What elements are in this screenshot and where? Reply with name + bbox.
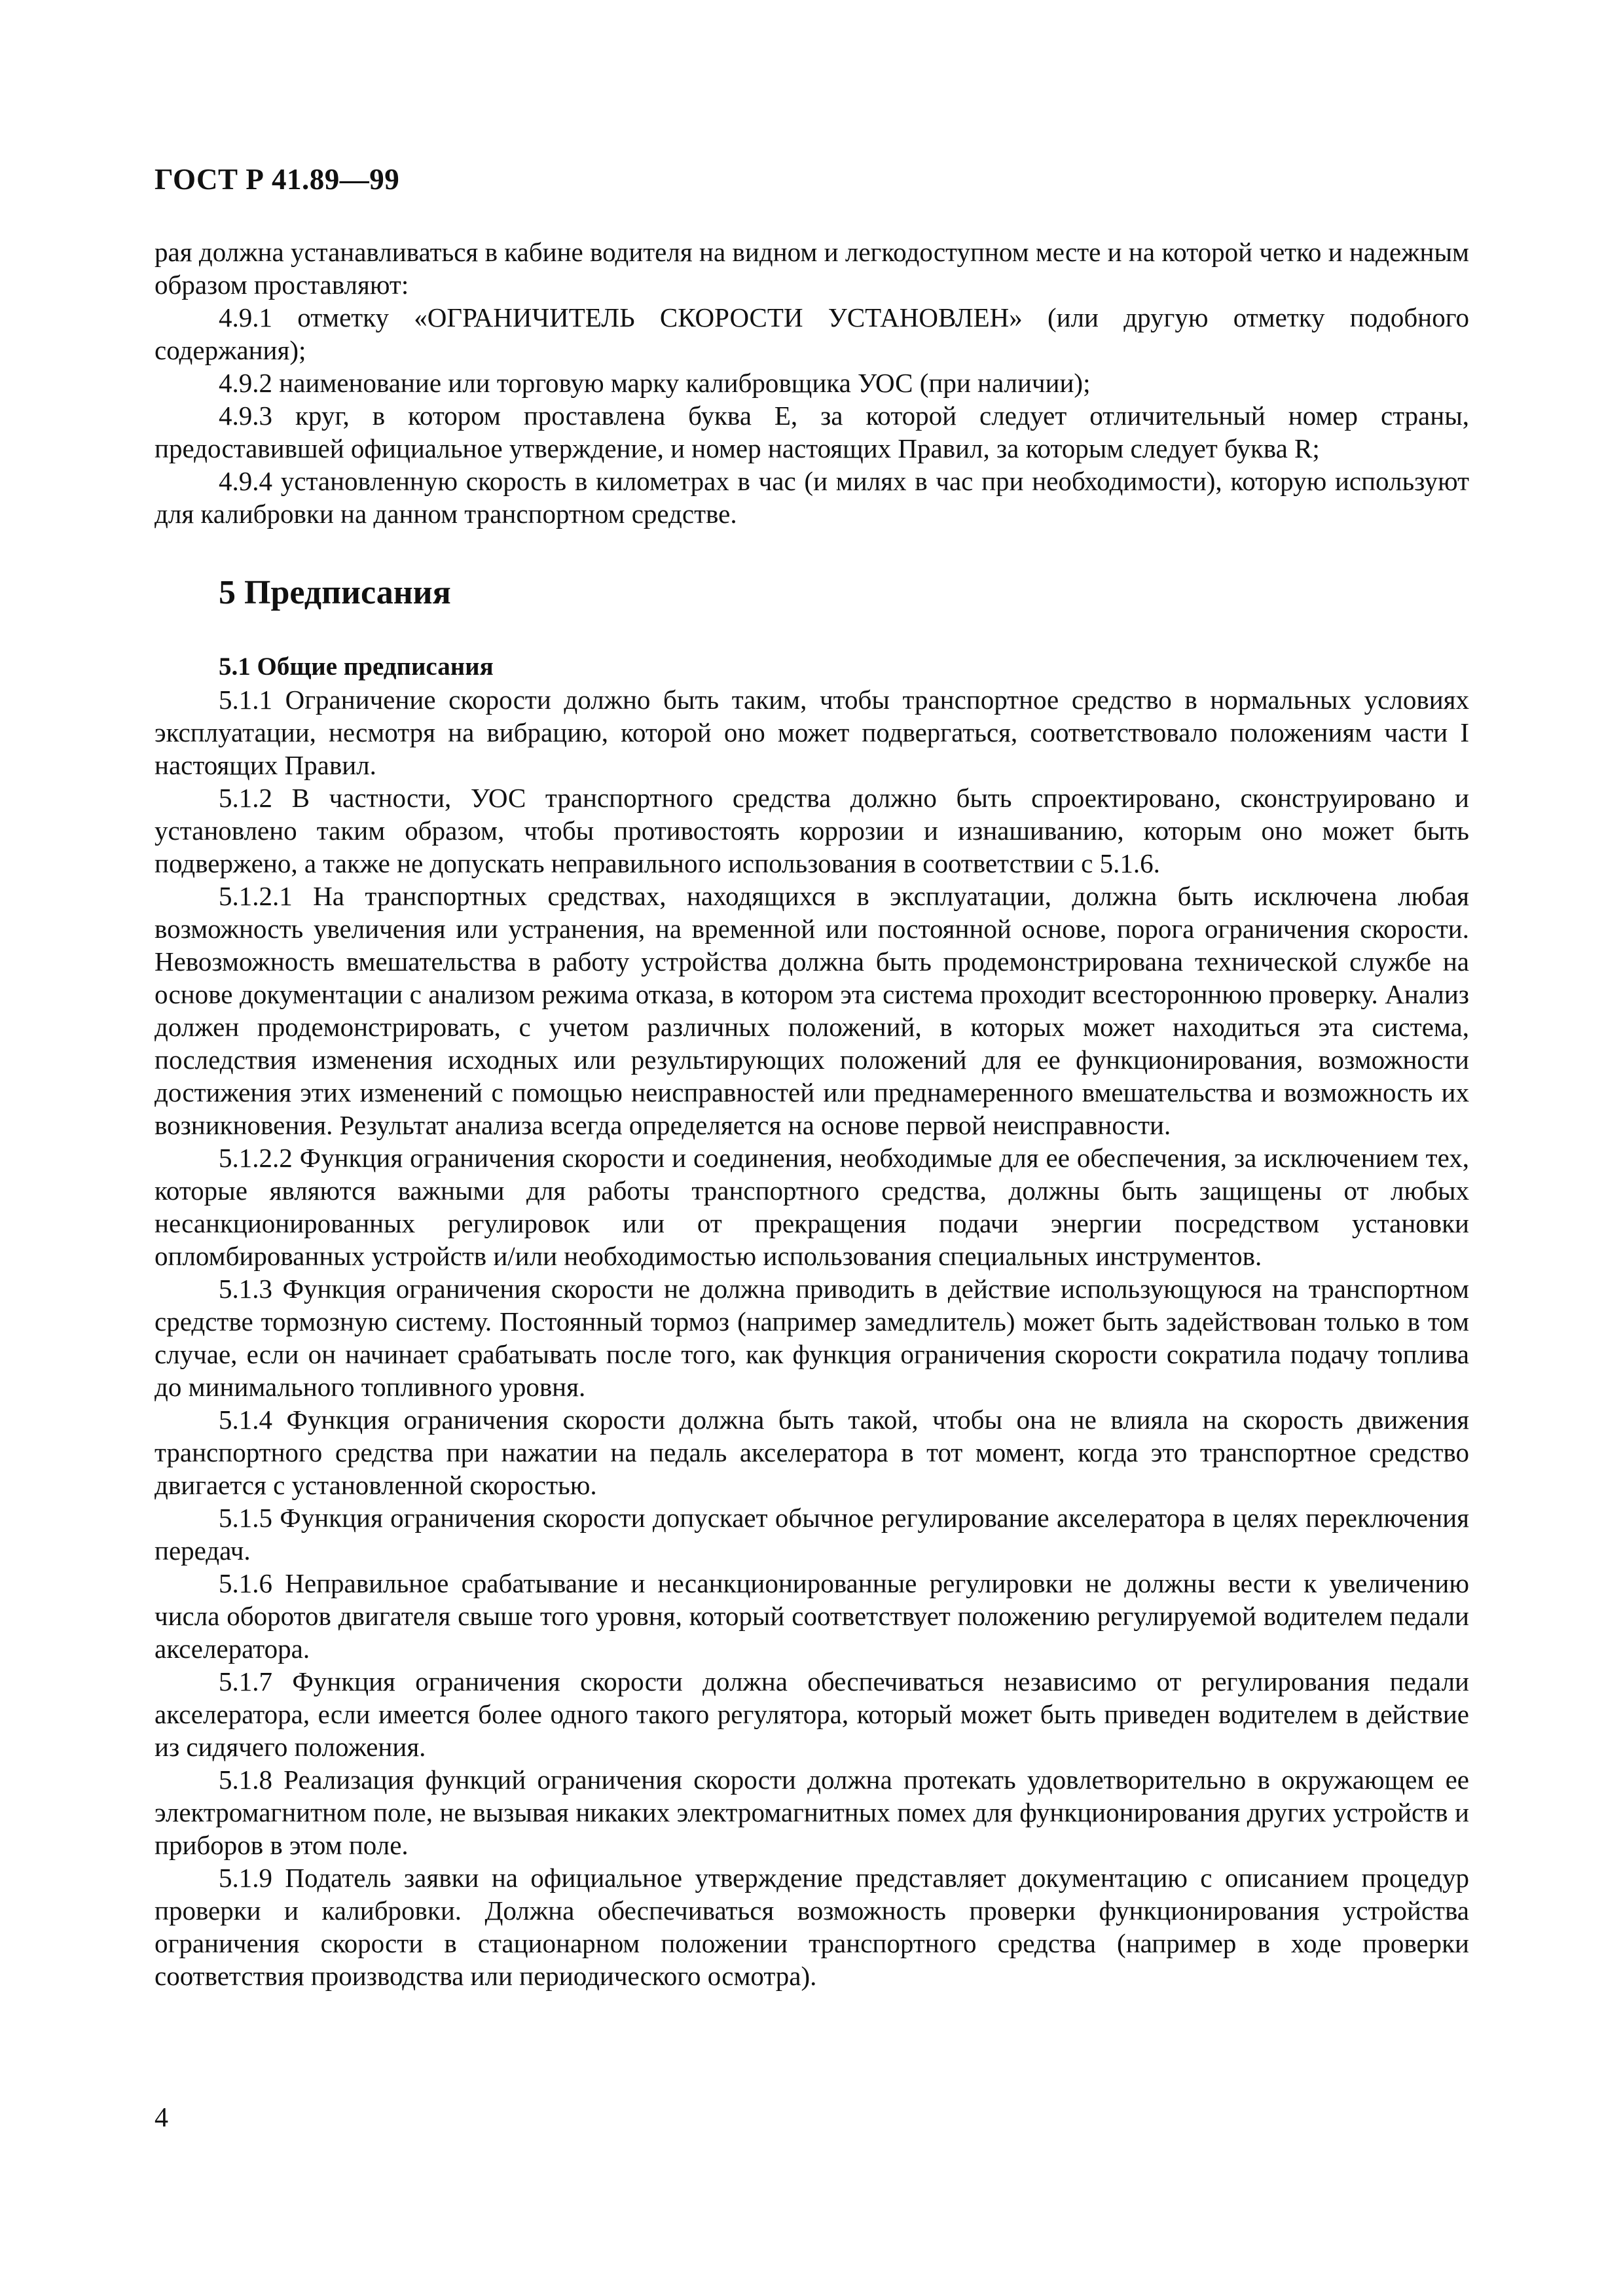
paragraph: 5.1.2 В частности, УОС транспортного средства должно быть спроектировано, сконструировано и установлено таким образом, чтобы противостоять коррозии и изнашиванию, которым оно может быть подвержено, а также не допускать неправильного использования в соответствии с 5.1.6.: [155, 783, 1469, 878]
list-item: 4.9.4 установленную скорость в километрах в час (и милях в час при необходимости), которую используют для калибровки на данном транспортном средстве.: [155, 466, 1469, 529]
paragraph: 5.1.4 Функция ограничения скорости должна быть такой, чтобы она не влияла на скорость движения транспортного средства при нажатии на педаль акселератора в тот момент, когда это транспортное средство двигается с установленной скоростью.: [155, 1405, 1469, 1500]
paragraph: 5.1.6 Неправильное срабатывание и несанкционированные регулировки не должны вести к увеличению числа оборотов двигателя свыше того уровня, который соответствует положению регулируемой водителем педали акселератора.: [155, 1568, 1469, 1664]
list-item: 4.9.2 наименование или торговую марку калибровщика УОС (при наличии);: [219, 368, 1091, 398]
document-header: ГОСТ Р 41.89—99: [155, 163, 400, 196]
paragraph: 5.1.3 Функция ограничения скорости не должна приводить в действие использующуюся на транспортном средстве тормозную систему. Постоянный тормоз (например замедлитель) может быть задействован только в том случае, если он начинает срабатывать после того, как функция ограничения скорости сократила подачу топлива до минимального топливного уровня.: [155, 1274, 1469, 1402]
page-number: 4: [155, 2103, 168, 2133]
paragraph: 5.1.9 Податель заявки на официальное утверждение представляет документацию с описанием процедур проверки и калибровки. Должна обеспечиваться возможность проверки функционирования устройства ограничения скорости в стационарном положении транспортного средства (например в ходе проверки соответствия производства или периодического осмотра).: [155, 1863, 1469, 1991]
section-heading: 5 Предписания: [219, 574, 451, 611]
continuation-paragraph: рая должна устанавливаться в кабине водителя на видном и легкодоступном месте и на которой четко и надежным образом проставляют:: [155, 237, 1469, 300]
paragraph: 5.1.2.1 На транспортных средствах, находящихся в эксплуатации, должна быть исключена любая возможность увеличения или устранения, на временной или постоянной основе, порога ограничения скорости. Невозможность вмешательства в работу устройства должна быть продемонстрирована технической службе на основе документации с анализом режима отказа, в котором эта система проходит всестороннюю проверку. Анализ должен продемонстрировать, с учетом различных положений, в которых может находиться эта система, последствия изменения исходных или результирующих положений для ее функционирования, возможности достижения этих изменений с помощью неисправностей или преднамеренного вмешательства и возможность их возникновения. Результат анализа всегда определяется на основе первой неисправности.: [155, 881, 1469, 1140]
paragraph: 5.1.8 Реализация функций ограничения скорости должна протекать удовлетворительно в окружающем ее электромагнитном поле, не вызывая никаких электромагнитных помех для функционирования других устройств и приборов в этом поле.: [155, 1765, 1469, 1860]
list-item: 4.9.3 круг, в котором проставлена буква Е, за которой следует отличительный номер страны, предоставившей официальное утверждение, и номер настоящих Правил, за которым следует буква R;: [155, 401, 1469, 463]
paragraph: 5.1.1 Ограничение скорости должно быть таким, чтобы транспортное средство в нормальных условиях эксплуатации, несмотря на вибрацию, которой оно может подвергаться, соответствовало положениям части I настоящих Правил.: [155, 685, 1469, 780]
subsection-heading: 5.1 Общие предписания: [219, 653, 494, 681]
paragraph: 5.1.2.2 Функция ограничения скорости и соединения, необходимые для ее обеспечения, за исключением тех, которые являются важными для работы транспортного средства, должны быть защищены от любых несанкционированных регулировок или от прекращения подачи энергии посредством установки опломбированных устройств и/или необходимостью использования специальных инструментов.: [155, 1143, 1469, 1271]
paragraph: 5.1.5 Функция ограничения скорости допускает обычное регулирование акселератора в целях переключения передач.: [155, 1503, 1469, 1566]
document-body: [155, 236, 1469, 1992]
list-item: 4.9.1 отметку «ОГРАНИЧИТЕЛЬ СКОРОСТИ УСТАНОВЛЕН» (или другую отметку подобного содержания);: [155, 302, 1469, 365]
paragraph: 5.1.7 Функция ограничения скорости должна обеспечиваться независимо от регулирования педали акселератора, если имеется более одного такого регулятора, который может быть приведен водителем в действие из сидячего положения.: [155, 1666, 1469, 1762]
